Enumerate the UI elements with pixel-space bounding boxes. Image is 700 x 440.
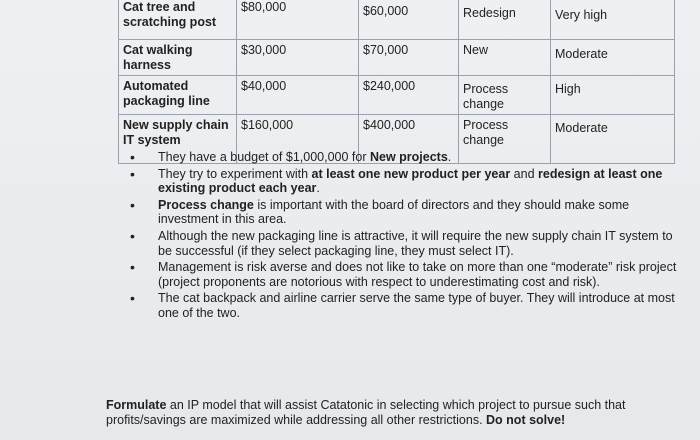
requirements-list — [130, 150, 678, 323]
text-bold: at least one new product per year — [311, 166, 511, 181]
project-table-container — [118, 0, 674, 164]
text-bold: Do not solve! — [486, 413, 566, 427]
bullet-icon: • — [130, 290, 135, 307]
type-cell: Redesign — [459, 0, 551, 40]
bullet-icon: • — [130, 149, 135, 165]
type-cell: Process change — [459, 115, 551, 164]
savings-cell: $60,000 — [359, 0, 459, 40]
text-bold: New projects — [369, 150, 448, 164]
savings-cell: $400,000 — [359, 115, 459, 164]
type-cell: Process change — [459, 76, 551, 115]
text: They try to experiment with — [158, 166, 312, 181]
text: is important with the board of directors and they should make some investment in this area. — [158, 197, 630, 227]
project-table — [118, 0, 675, 164]
savings-cell: $240,000 — [359, 76, 459, 115]
table-row — [119, 0, 675, 40]
risk-cell: Very high — [551, 0, 675, 40]
text: . — [316, 181, 320, 196]
risk-cell: High — [551, 76, 675, 115]
savings-cell: $70,000 — [359, 40, 459, 76]
text-bold: Process change — [158, 197, 254, 212]
text: They have a budget of $1,000,000 for — [158, 150, 370, 164]
cost-cell: $80,000 — [237, 0, 359, 40]
bullet-icon: • — [130, 165, 135, 182]
text: an IP model that will assist Catatonic in selecting which project to pursue such that profits/savings are maximized while addressing all other restrictions. — [106, 398, 626, 427]
text: Management is risk averse and does not like to take on more than one “moderate” risk project (project proponents are notorious with respect to underestimating cost and risk). — [158, 260, 677, 289]
text-bold: redesign at least one existing product each year — [158, 166, 663, 196]
table-row — [119, 40, 675, 76]
text: The cat backpack and airline carrier serve the same type of buyer. They will introduce at most one of the two. — [158, 291, 675, 320]
text: and — [510, 166, 539, 181]
bullet-icon: • — [130, 196, 135, 213]
project-name: New supply chain IT system — [119, 115, 237, 164]
list-item — [130, 260, 678, 289]
list-item — [130, 150, 678, 165]
text: . — [447, 150, 452, 164]
list-item — [130, 229, 678, 258]
list-item — [130, 291, 678, 320]
type-cell: New — [459, 40, 551, 76]
text-bold: Formulate — [106, 398, 167, 412]
list-item — [130, 167, 678, 196]
project-name: Automated packaging line — [119, 76, 237, 115]
risk-cell: Moderate — [551, 40, 675, 76]
risk-cell: Moderate — [551, 115, 675, 164]
bullet-icon: • — [130, 259, 135, 276]
formulate-instruction — [106, 398, 676, 428]
cost-cell: $40,000 — [237, 76, 359, 115]
bullet-icon: • — [130, 227, 135, 244]
project-name: Cat walking harness — [119, 40, 237, 76]
cost-cell: $160,000 — [237, 115, 359, 164]
cost-cell: $30,000 — [237, 40, 359, 76]
text: Although the new packaging line is attractive, it will require the new supply chain IT system to be successful (if they select packaging line, they must select IT). — [158, 228, 673, 258]
project-name: Cat tree and scratching post — [119, 0, 237, 40]
list-item — [130, 198, 678, 227]
table-row — [119, 76, 675, 115]
